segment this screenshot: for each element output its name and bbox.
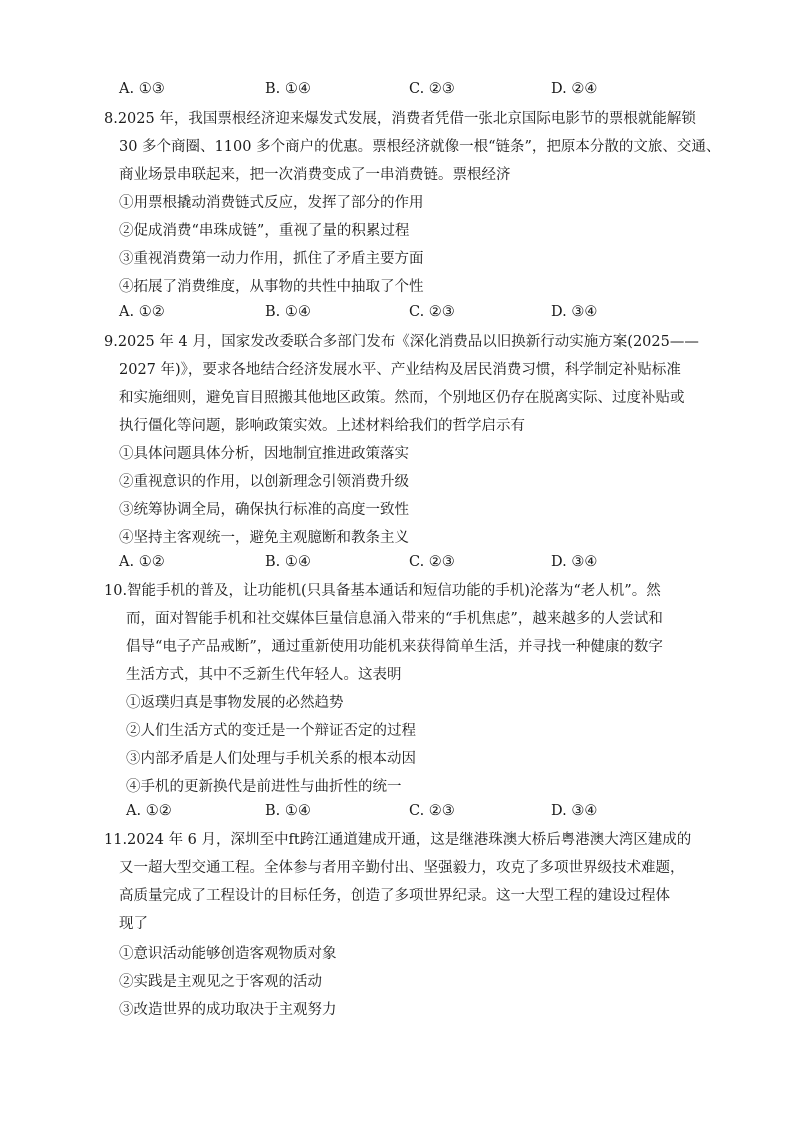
q10-stem-line-3: 倡导“电子产品戒断”，通过重新使用功能机来获得简单生活，并寻找一种健康的数字 [126, 639, 663, 655]
q9-options [119, 553, 719, 571]
q10-item-4: ④手机的更新换代是前进性与曲折性的统一 [126, 779, 402, 795]
q10-stem-line-4: 生活方式，其中不乏新生代年轻人。这表明 [126, 667, 402, 683]
q11-item-1: ①意识活动能够创造客观物质对象 [119, 946, 337, 962]
q11-stem-line-1: 11.2024 年 6 月，深圳至中ft跨江通道建成开通，这是继港珠澳大桥后粤港澳大湾区建成的 [104, 832, 692, 848]
q8-option-a[interactable]: A. ①② [119, 304, 165, 320]
q11-stem-line-3: 高质量完成了工程设计的目标任务，创造了多项世界纪录。这一大型工程的建设过程体 [119, 888, 670, 904]
q10-option-b[interactable]: B. ①④ [265, 803, 311, 819]
q8-item-4: ④拓展了消费维度，从事物的共性中抽取了个性 [119, 279, 424, 295]
q8-options [119, 303, 719, 321]
q10-item-3: ③内部矛盾是人们处理与手机关系的根本动因 [126, 751, 416, 767]
q9-item-4: ④坚持主客观统一，避免主观臆断和教条主义 [119, 530, 409, 546]
q9-option-d[interactable]: D. ③④ [551, 554, 598, 570]
q11-stem-line-2: 又一超大型交通工程。全体参与者用辛勤付出、坚强毅力，攻克了多项世界级技术难题， [119, 860, 685, 876]
q11-stem-line-4: 现了 [119, 916, 148, 932]
q9-stem-line-1: 9.2025 年 4 月，国家发改委联合多部门发布《深化消费品以旧换新行动实施方案(2025—— [104, 334, 699, 350]
q7-option-a[interactable]: A. ①③ [119, 81, 165, 97]
q10-stem-line-2: 而，面对智能手机和社交媒体巨量信息涌入带来的“手机焦虑”，越来越多的人尝试和 [126, 611, 663, 627]
q7-option-c[interactable]: C. ②③ [409, 81, 455, 97]
q9-option-a[interactable]: A. ①② [119, 554, 165, 570]
q8-stem-line-2: 30 多个商圈、1100 多个商户的优惠。票根经济就像一根“链条”，把原本分散的文旅、交通、 [119, 139, 721, 155]
q9-stem-line-3: 和实施细则，避免盲目照搬其他地区政策。然而，个别地区仍存在脱离实际、过度补贴或 [119, 390, 685, 406]
q9-item-3: ③统筹协调全局，确保执行标准的高度一致性 [119, 502, 409, 518]
q7-option-d[interactable]: D. ②④ [551, 81, 598, 97]
q8-option-b[interactable]: B. ①④ [265, 304, 311, 320]
q8-option-d[interactable]: D. ③④ [551, 304, 598, 320]
q8-item-3: ③重视消费第一动力作用，抓住了矛盾主要方面 [119, 251, 424, 267]
q7-options [119, 80, 719, 98]
q10-stem-line-1: 10.智能手机的普及，让功能机(只具备基本通话和短信功能的手机)沦落为“老人机”。然 [104, 583, 661, 599]
q8-item-2: ②促成消费“串珠成链”，重视了量的积累过程 [119, 223, 410, 239]
q10-item-2: ②人们生活方式的变迁是一个辩证否定的过程 [126, 723, 416, 739]
q8-stem-line-1: 8.2025 年，我国票根经济迎来爆发式发展，消费者凭借一张北京国际电影节的票根就能解锁 [104, 111, 696, 127]
q9-item-1: ①具体问题具体分析，因地制宜推进政策落实 [119, 446, 409, 462]
q9-option-b[interactable]: B. ①④ [265, 554, 311, 570]
q7-option-b[interactable]: B. ①④ [265, 81, 311, 97]
q10-option-d[interactable]: D. ③④ [551, 803, 598, 819]
q10-option-c[interactable]: C. ②③ [409, 803, 455, 819]
q8-stem-line-3: 商业场景串联起来，把一次消费变成了一串消费链。票根经济 [119, 167, 511, 183]
q11-item-2: ②实践是主观见之于客观的活动 [119, 974, 322, 990]
q10-item-1: ①返璞归真是事物发展的必然趋势 [126, 695, 344, 711]
q10-option-a[interactable]: A. ①② [126, 803, 172, 819]
q8-item-1: ①用票根撬动消费链式反应，发挥了部分的作用 [119, 195, 424, 211]
q9-item-2: ②重视意识的作用，以创新理念引领消费升级 [119, 474, 409, 490]
q10-options [126, 802, 726, 820]
q11-item-3: ③改造世界的成功取决于主观努力 [119, 1002, 337, 1018]
q9-stem-line-2: 2027 年)》，要求各地结合经济发展水平、产业结构及居民消费习惯，科学制定补贴标准 [119, 362, 681, 378]
q8-option-c[interactable]: C. ②③ [409, 304, 455, 320]
q9-option-c[interactable]: C. ②③ [409, 554, 455, 570]
q9-stem-line-4: 执行僵化等问题，影响政策实效。上述材料给我们的哲学启示有 [119, 418, 525, 434]
